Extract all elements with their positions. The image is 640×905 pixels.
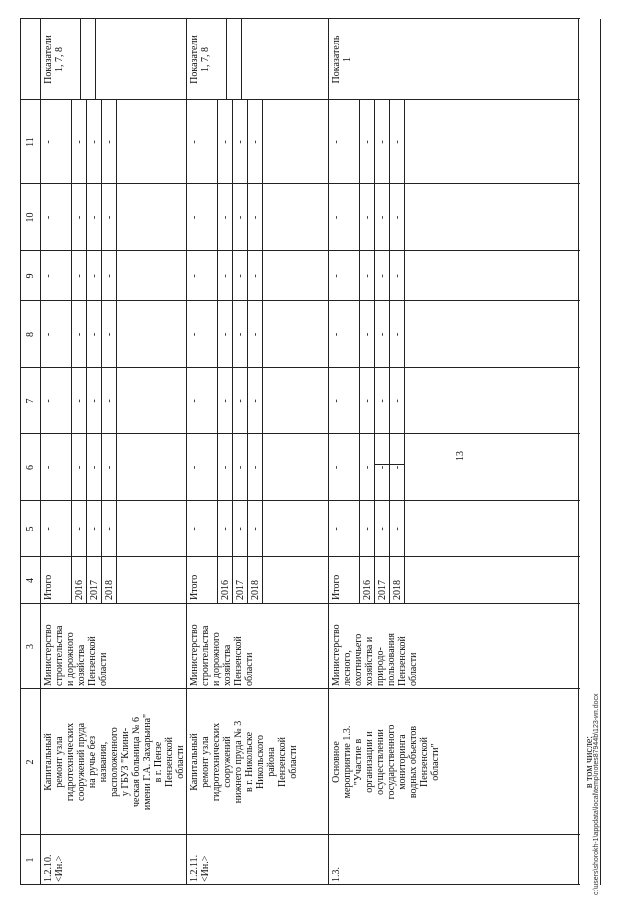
value-dash: - [104, 140, 115, 144]
value-dash: - [43, 527, 54, 531]
value-dash: - [89, 527, 100, 531]
row-number: 1.2.11. <Ин.> [189, 854, 211, 882]
value-dash: - [250, 527, 261, 531]
executor-name: Министерство строительства и дорожного хозяйства Пензенской области [189, 624, 255, 686]
value-dash: - [189, 465, 200, 470]
header-col-2: 2 [25, 759, 36, 765]
value-dash: - [331, 274, 342, 278]
value-dash: - [220, 140, 231, 144]
header-col-8: 8 [25, 332, 36, 337]
value-dash: - [377, 399, 388, 403]
value-dash: - [43, 140, 54, 144]
year-line [404, 100, 405, 604]
value-dash: - [362, 465, 373, 470]
value-dash: - [104, 527, 115, 531]
value-dash: - [189, 274, 200, 278]
row-bottom-line-1 [328, 19, 329, 885]
header-col-4: 4 [25, 578, 36, 583]
col-line-12 [20, 18, 580, 19]
in-that-number: в том числе: [584, 735, 595, 789]
value-dash: - [89, 140, 100, 144]
header-bottom-line [40, 19, 41, 885]
value-dash: - [362, 274, 373, 278]
value-dash: - [89, 274, 100, 278]
value-dash: - [362, 527, 373, 531]
value-dash: - [189, 140, 200, 144]
indicator-line [241, 19, 242, 100]
value-dash: - [220, 274, 231, 278]
value-dash: - [377, 140, 388, 144]
year-label: 2018 [250, 580, 261, 600]
value-dash: - [250, 465, 261, 470]
indicator-line [80, 19, 81, 100]
col-line-0 [20, 884, 580, 885]
value-dash: - [220, 332, 231, 337]
header-col-1: 1 [25, 857, 36, 863]
value-dash: - [235, 274, 246, 278]
value-dash: - [250, 399, 261, 403]
value-dash: - [43, 465, 54, 470]
value-dash: - [104, 332, 115, 337]
value-dash: - [377, 215, 388, 220]
value-dash: - [362, 215, 373, 220]
row-bottom-line-3 [600, 19, 601, 885]
measure-name: Капитальный ремонт узла гидротехнических сооружений пруда на ручье без названия, расположенного у ГБУЗ "Клини- ческая больница № 6 имени Г.А. Захарьина" в г. Пензе Пензенской области [43, 713, 186, 811]
value-dash: - [392, 215, 403, 220]
value-dash: - [250, 332, 261, 337]
indicator: Показатели 1, 7, 8 [43, 35, 65, 84]
value-dash: - [250, 274, 261, 278]
executor-name: Министерство лесного, охотничьего хозяйства и природо- пользования Пензенской области [331, 624, 419, 686]
value-dash: - [74, 399, 85, 403]
value-dash: - [235, 332, 246, 337]
value-dash: - [220, 465, 231, 470]
header-col-9: 9 [25, 273, 36, 279]
value-dash: - [89, 215, 100, 220]
value-dash: - [331, 465, 342, 470]
year-line [374, 100, 375, 604]
value-dash: - [43, 332, 54, 337]
value-dash: - [74, 527, 85, 531]
table-top-line [20, 19, 21, 885]
measure-name: Основное мероприятие 1.3. "Участие в организации и осуществлении государственного мониторинга водных объектов Пензенской области" [331, 724, 441, 800]
year-line [262, 100, 263, 604]
header-col-10: 10 [25, 212, 36, 223]
value-dash: - [189, 527, 200, 531]
value-dash: - [392, 140, 403, 144]
header-col-3: 3 [25, 644, 36, 649]
indicator-line [226, 19, 227, 100]
year-label: 2018 [392, 580, 403, 600]
year-label: 2017 [377, 580, 388, 600]
indicator-line [95, 19, 96, 100]
col-line-3 [20, 603, 580, 604]
value-dash: - [74, 465, 85, 470]
value-dash: - [104, 274, 115, 278]
row-number: 1.2.10. <Ин.> [43, 854, 65, 882]
value-dash: - [74, 215, 85, 220]
value-dash: - [235, 465, 246, 470]
row-number: 1.3. [331, 867, 342, 882]
indicator: Показатель 1 [331, 35, 353, 84]
year-label: Итого [189, 574, 200, 600]
value-dash: - [189, 215, 200, 220]
header-col-7: 7 [25, 398, 36, 404]
value-dash: - [74, 140, 85, 144]
value-dash: - [392, 465, 403, 470]
value-dash: - [331, 332, 342, 337]
value-dash: - [104, 215, 115, 220]
value-dash: - [377, 274, 388, 278]
footer-path: c:\users\shorokh-1\appdata\local\temp\notes87944b\123-ип.docx [593, 693, 600, 895]
year-line [101, 100, 102, 604]
value-dash: - [362, 332, 373, 337]
value-dash: - [74, 274, 85, 278]
value-dash: - [331, 399, 342, 403]
year-line [389, 100, 390, 604]
row-bottom-line-2 [578, 19, 579, 885]
value-dash: - [235, 399, 246, 403]
year-label: Итого [43, 574, 54, 600]
value-dash: - [392, 399, 403, 403]
value-dash: - [377, 527, 388, 531]
year-label: 2017 [89, 580, 100, 600]
value-dash: - [235, 215, 246, 220]
value-dash: - [377, 465, 388, 470]
value-dash: - [74, 332, 85, 337]
value-dash: - [220, 215, 231, 220]
executor-name: Министерство строительства и дорожного хозяйства Пензенской области [43, 624, 109, 686]
value-dash: - [250, 215, 261, 220]
row-bottom-line-0 [186, 19, 187, 885]
value-dash: - [331, 215, 342, 220]
year-line [86, 100, 87, 604]
value-dash: - [43, 215, 54, 220]
value-dash: - [392, 274, 403, 278]
page-number: 13 [455, 451, 466, 461]
header-col-5: 5 [25, 526, 36, 532]
year-line [71, 100, 72, 604]
value-dash: - [377, 332, 388, 337]
year-label: 2018 [104, 580, 115, 600]
value-dash: - [250, 140, 261, 144]
year-line [116, 100, 117, 604]
value-dash: - [392, 332, 403, 337]
value-dash: - [331, 140, 342, 144]
value-dash: - [89, 399, 100, 403]
year-label: 2016 [362, 580, 373, 600]
indicator: Показатели 1, 7, 8 [189, 35, 211, 84]
value-dash: - [220, 399, 231, 403]
value-dash: - [189, 399, 200, 403]
year-line [247, 100, 248, 604]
value-dash: - [189, 332, 200, 337]
value-dash: - [331, 527, 342, 531]
year-label: 2016 [220, 580, 231, 600]
value-dash: - [220, 527, 231, 531]
value-dash: - [235, 527, 246, 531]
year-line [359, 100, 360, 604]
value-dash: - [235, 140, 246, 144]
value-dash: - [104, 465, 115, 470]
year-line [217, 100, 218, 604]
year-label: Итого [331, 574, 342, 600]
value-dash: - [392, 527, 403, 531]
header-col-11: 11 [25, 137, 36, 147]
value-dash: - [362, 399, 373, 403]
value-dash: - [362, 140, 373, 144]
measure-name: Капитальный ремонт узла гидротехнических сооружений нижнего пруда № 3 в г. Никольске Никольского района Пензенской области [189, 720, 299, 804]
header-col-6: 6 [25, 465, 36, 470]
year-line [232, 100, 233, 604]
value-dash: - [43, 399, 54, 403]
value-dash: - [89, 465, 100, 470]
year-label: 2016 [74, 580, 85, 600]
year-label: 2017 [235, 580, 246, 600]
value-dash: - [43, 274, 54, 278]
value-dash: - [104, 399, 115, 403]
value-dash: - [89, 332, 100, 337]
